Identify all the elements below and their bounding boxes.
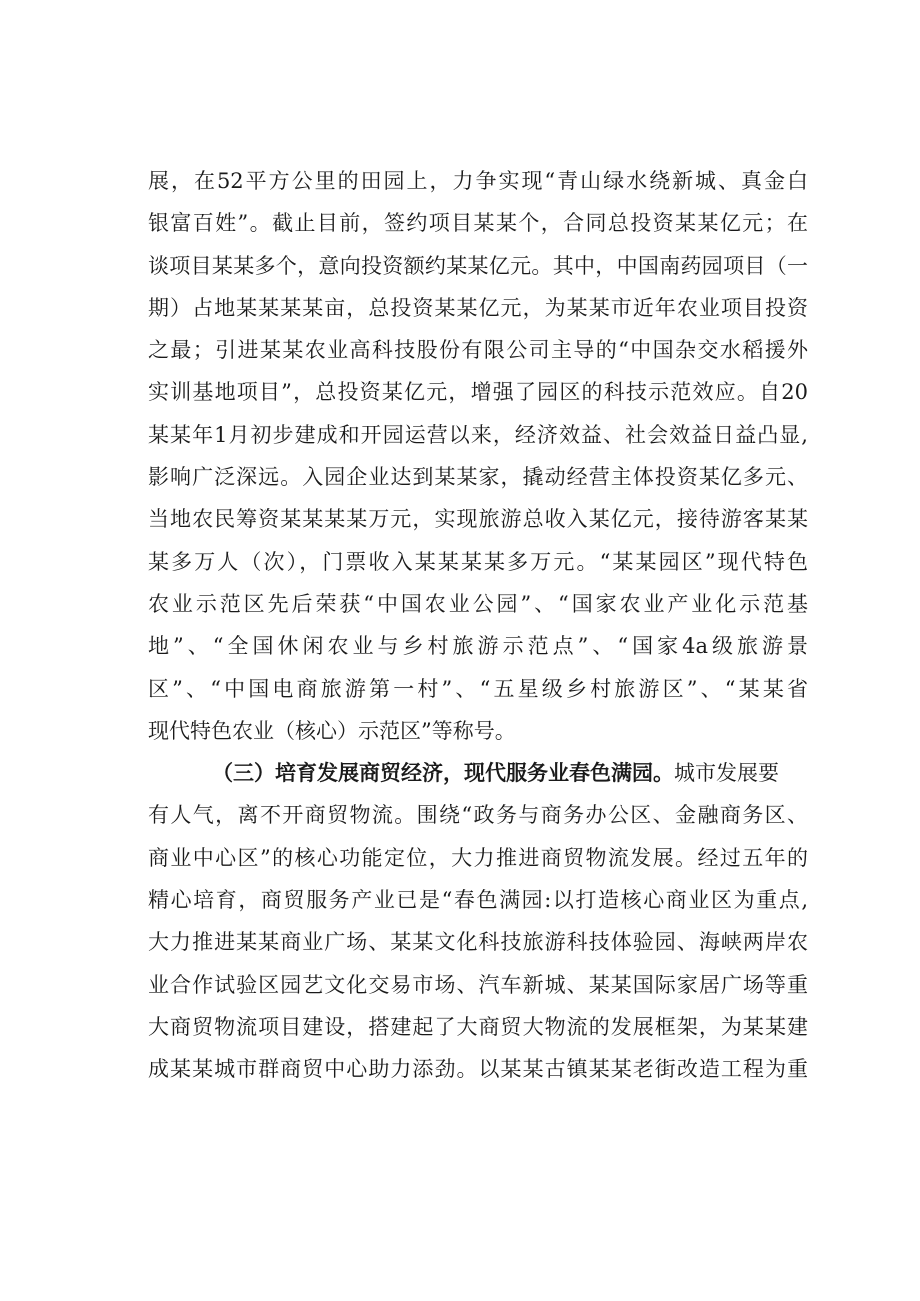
text-line: 影响广泛深远。入园企业达到某某家，撬动经营主体投资某亿多元、 xyxy=(148,465,808,490)
text-line: 现代特色农业（核心）示范区”等称号。 xyxy=(148,718,516,743)
section-heading-continuation: 城市发展要 xyxy=(674,761,779,786)
text-line: 有人气，离不开商贸物流。围绕“政务与商务办公区、金融商务区、 xyxy=(148,803,808,828)
text-line: 展，在52平方公里的田园上，力争实现“青山绿水绕新城、真金白 xyxy=(148,169,808,193)
paragraph xyxy=(148,160,808,752)
text-line: 农业示范区先后荣获“中国农业公园”、“国家农业产业化示范基 xyxy=(148,591,808,616)
text-line: 某多万人（次），门票收入某某某某多万元。“某某园区”现代特色 xyxy=(148,549,808,574)
text-line: 实训基地项目”，总投资某亿元，增强了园区的科技示范效应。自20 xyxy=(148,380,808,405)
text-line: 大力推进某某商业广场、某某文化科技旅游科技体验园、海峡两岸农 xyxy=(148,930,808,955)
text-line: 之最；引进某某农业高科技股份有限公司主导的“中国杂交水稻援外 xyxy=(148,338,808,363)
text-line: 谈项目某某多个，意向投资额约某某亿元。其中，中国南药园项目（一 xyxy=(148,253,808,278)
text-line: 业合作试验区园艺文化交易市场、汽车新城、某某国际家居广场等重 xyxy=(148,972,808,997)
text-line: 精心培育，商贸服务产业已是“春色满园:以打造核心商业区为重点, xyxy=(148,888,808,913)
text-line: 商业中心区”的核心功能定位，大力推进商贸物流发展。经过五年的 xyxy=(148,845,808,870)
text-line: 地”、“全国休闲农业与乡村旅游示范点”、“国家4a级旅游景 xyxy=(148,634,808,659)
section-heading: （三）培育发展商贸经济，现代服务业春色满园。 xyxy=(212,760,674,786)
text-line: 大商贸物流项目建设，搭建起了大商贸大物流的发展框架，为某某建 xyxy=(148,1014,808,1039)
text-line: 某某年1月初步建成和开园运营以来，经济效益、社会效益日益凸显, xyxy=(148,422,808,447)
paragraph xyxy=(148,752,808,1090)
text-line: 当地农民筹资某某某某万元，实现旅游总收入某亿元，接待游客某某 xyxy=(148,507,808,532)
text-line: 银富百姓”。截止目前，签约项目某某个，合同总投资某某亿元；在 xyxy=(148,211,808,236)
text-line: 期）占地某某某某亩，总投资某某亿元，为某某市近年农业项目投资 xyxy=(148,295,808,320)
text-line: 区”、“中国电商旅游第一村”、“五星级乡村旅游区”、“某某省 xyxy=(148,676,808,701)
text-line: 成某某城市群商贸中心助力添劲。以某某古镇某某老街改造工程为重 xyxy=(148,1057,808,1082)
document-body xyxy=(148,160,808,1091)
section-heading-line xyxy=(148,752,808,794)
